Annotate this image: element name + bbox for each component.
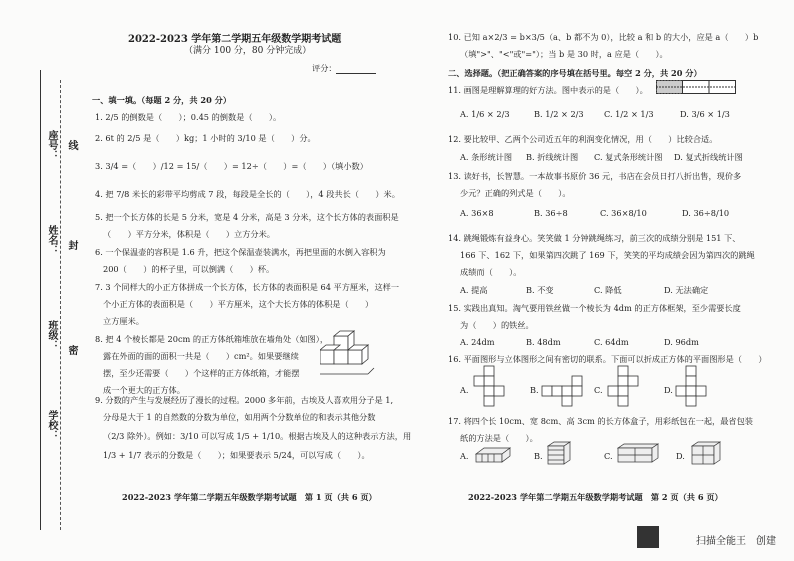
name-label: 姓名： bbox=[46, 225, 57, 255]
question-5-line2: （ ）平方分米，体积是（ ）立方分米。 bbox=[103, 229, 275, 239]
question-17-line2: 纸的方法是（ ）。 bbox=[460, 433, 538, 443]
q16-net-c bbox=[606, 364, 642, 410]
question-12: 12. 要比较甲、乙两个公司近五年的利润变化情况，用（ ）比较合适。 bbox=[448, 134, 718, 144]
q11-option-c: C. 1/2 × 1/3 bbox=[604, 109, 654, 119]
qr-code-icon bbox=[637, 526, 659, 548]
left-page-footer: 2022-2023 学年第二学期五年级数学期考试题 第 1 页（共 6 页） bbox=[122, 492, 377, 502]
question-9-line2: 分母是大于 1 的自然数的分数为单位，如用两个分数单位的和表示其他分数 bbox=[103, 412, 376, 422]
question-11: 11. 画图是理解算理的好方法。图中表示的是（ ）。 bbox=[448, 85, 648, 95]
q17-boxes-d bbox=[690, 440, 724, 466]
q11-option-b: B. 1/2 × 2/3 bbox=[534, 109, 584, 119]
question-8-line4: 成一个更大的正方体。 bbox=[103, 385, 185, 395]
question-14-line2: 166 下、162 下，如果第四次跳了 169 下，笑笑的平均成绩会因为第四次的跳绳 bbox=[460, 250, 755, 260]
question-15-line1: 15. 实践出真知。淘气要用铁丝做一个棱长为 4dm 的正方体框架，至少需要长度 bbox=[448, 303, 741, 313]
q13-option-d: D. 36÷8/10 bbox=[682, 208, 730, 218]
question-17-line1: 17. 将四个长 10cm、宽 8cm、高 3cm 的长方体盒子，用彩纸包在一起，最省包装 bbox=[448, 416, 753, 426]
question-3: 3. 3/4 =（ ）/12 = 15/（ ）= 12÷（ ）=（ ）（填小数） bbox=[95, 161, 368, 171]
binding-line bbox=[40, 70, 41, 530]
question-8-line1: 8. 把 4 个棱长都是 20cm 的正方体纸箱堆放在墙角处（如图）， bbox=[95, 334, 329, 344]
cut-line bbox=[60, 80, 61, 530]
question-10-line1: 10. 已知 a×2/3 = b×3/5（a、b 都不为 0），比较 a 和 b 的大小，应是 a（ ）b bbox=[448, 32, 759, 42]
question-8-line3: 摆，至少还需要（ ）个这样的正方体纸箱，才能摆 bbox=[103, 368, 300, 378]
question-9-line3: （2/3 除外）。例如：3/10 可以写成 1/5 + 1/10。根据古埃及人的这种表示方法，用 bbox=[103, 431, 412, 441]
question-14-line3: 成绩而（ ）。 bbox=[460, 267, 522, 277]
q16-option-d: D. bbox=[664, 385, 673, 395]
question-5-line1: 5. 把一个长方体的长是 5 分米，宽是 4 分米，高是 3 分米，这个长方体的表面积是 bbox=[95, 212, 399, 222]
q13-option-c: C. 36×8/10 bbox=[600, 208, 647, 218]
q17-option-c: C. bbox=[604, 451, 613, 461]
question-6-line1: 6. 一个保温壶的容积是 1.6 升，把这个保温壶装满水，再把里面的水倒入容积为 bbox=[95, 247, 386, 257]
question-9-line4: 1/3 + 1/7 表示的分数是（ ）；如果要表示 5/24，可以写成（ ）。 bbox=[103, 450, 370, 460]
q16-net-d bbox=[674, 364, 722, 410]
question-2: 2. 6t 的 2/5 是（ ）kg；1 小时的 3/10 是（ ）分。 bbox=[95, 133, 316, 143]
question-4: 4. 把 7/8 米长的彩带平均剪成 7 段，每段是全长的（ ），4 段共长（ ）米。 bbox=[95, 189, 400, 199]
question-13-line1: 13. 读好书，长智慧。一本故事书原价 36 元，书店在会员日打八折出售，现价多 bbox=[448, 171, 742, 181]
section2-header: 二、选择题。（把正确答案的序号填在括号里。每空 2 分，共 20 分） bbox=[448, 68, 702, 78]
cube-stack-figure bbox=[320, 328, 378, 380]
right-page-footer: 2022-2023 学年第二学期五年级数学期考试题 第 2 页（共 6 页） bbox=[468, 492, 723, 502]
q17-boxes-c bbox=[616, 442, 662, 464]
question-15-line2: 为（ ）的铁丝。 bbox=[460, 320, 534, 330]
school-label: 学校： bbox=[46, 410, 57, 440]
section1-header: 一、填一填。（每题 2 分，共 20 分） bbox=[92, 95, 232, 105]
q14-option-a: A. 提高 bbox=[460, 285, 488, 295]
q16-net-b bbox=[540, 374, 588, 408]
q14-option-d: D. 无法确定 bbox=[664, 285, 709, 295]
q12-option-b: B. 折线统计图 bbox=[526, 152, 579, 162]
q16-option-b: B. bbox=[530, 385, 539, 395]
q15-option-c: C. 64dm bbox=[594, 337, 629, 347]
margin-mark-line: 线 bbox=[66, 140, 77, 150]
q15-option-a: A. 24dm bbox=[460, 337, 495, 347]
q17-option-a: A. bbox=[460, 451, 469, 461]
binding-margin bbox=[0, 0, 90, 545]
question-16: 16. 平面图形与立体图形之间有密切的联系。下面可以折成正方体的平面图形是（ ） bbox=[448, 354, 767, 364]
q11-option-a: A. 1/6 × 2/3 bbox=[460, 109, 510, 119]
question-7-line2: 个小正方体的表面积是（ ）平方厘米，这个大长方体的体积是（ ） bbox=[103, 299, 374, 309]
question-7-line1: 7. 3 个同样大的小正方体拼成一个长方体，长方体的表面积是 64 平方厘米，这样一 bbox=[95, 282, 400, 292]
question-9-line1: 9. 分数的产生与发展经历了漫长的过程。2000 多年前，古埃及人喜欢用分子是 1, bbox=[95, 395, 394, 405]
score-field[interactable] bbox=[336, 73, 376, 74]
question-14-line1: 14. 跳绳锻炼有益身心。笑笑做 1 分钟跳绳练习，前三次的成绩分别是 151 下、 bbox=[448, 233, 741, 243]
question-13-line2: 少元？正确的列式是（ ）。 bbox=[460, 188, 571, 198]
margin-mark-secret: 密 bbox=[66, 345, 77, 355]
question-10-line2: （填">"、"<"或"="）；当 b 是 30 时，a 应是（ ）。 bbox=[460, 49, 668, 59]
question-6-line2: 200（ ）的杯子里，可以倒满（ ）杯。 bbox=[103, 264, 275, 274]
q12-option-a: A. 条形统计图 bbox=[460, 152, 513, 162]
exam-subtitle: （满分 100 分，80 分钟完成） bbox=[184, 46, 312, 56]
seat-label: 座号： bbox=[46, 130, 57, 160]
q11-area-model bbox=[656, 80, 736, 94]
q15-option-b: B. 48dm bbox=[526, 337, 561, 347]
q12-option-c: C. 复式条形统计图 bbox=[594, 152, 663, 162]
scanner-watermark: 扫描全能王 创建 bbox=[696, 536, 776, 547]
question-7-line3: 立方厘米。 bbox=[103, 316, 144, 326]
q17-option-b: B. bbox=[534, 451, 543, 461]
q17-boxes-b bbox=[546, 440, 576, 466]
score-label: 评分： bbox=[312, 63, 337, 73]
margin-mark-seal: 封 bbox=[66, 240, 77, 250]
q16-option-c: C. bbox=[594, 385, 603, 395]
q17-option-d: D. bbox=[676, 451, 685, 461]
q14-option-b: B. 不变 bbox=[526, 285, 554, 295]
question-1: 1. 2/5 的倒数是（ ）；0.45 的倒数是（ ）。 bbox=[95, 112, 282, 122]
q14-option-c: C. 降低 bbox=[594, 285, 622, 295]
q13-option-a: A. 36×8 bbox=[460, 208, 494, 218]
question-8-line2: 露在外面的面的面积一共是（ ）cm²。如果要继续 bbox=[103, 351, 299, 361]
q13-option-b: B. 36÷8 bbox=[534, 208, 568, 218]
q17-boxes-a bbox=[474, 444, 514, 464]
q16-net-a bbox=[472, 364, 508, 410]
q15-option-d: D. 96dm bbox=[664, 337, 699, 347]
q11-option-d: D. 3/6 × 1/3 bbox=[680, 109, 730, 119]
exam-title: 2022-2023 学年第二学期五年级数学期考试题 bbox=[128, 34, 342, 45]
q16-option-a: A. bbox=[460, 385, 469, 395]
q12-option-d: D. 复式折线统计图 bbox=[674, 152, 743, 162]
class-label: 班级： bbox=[46, 320, 57, 350]
